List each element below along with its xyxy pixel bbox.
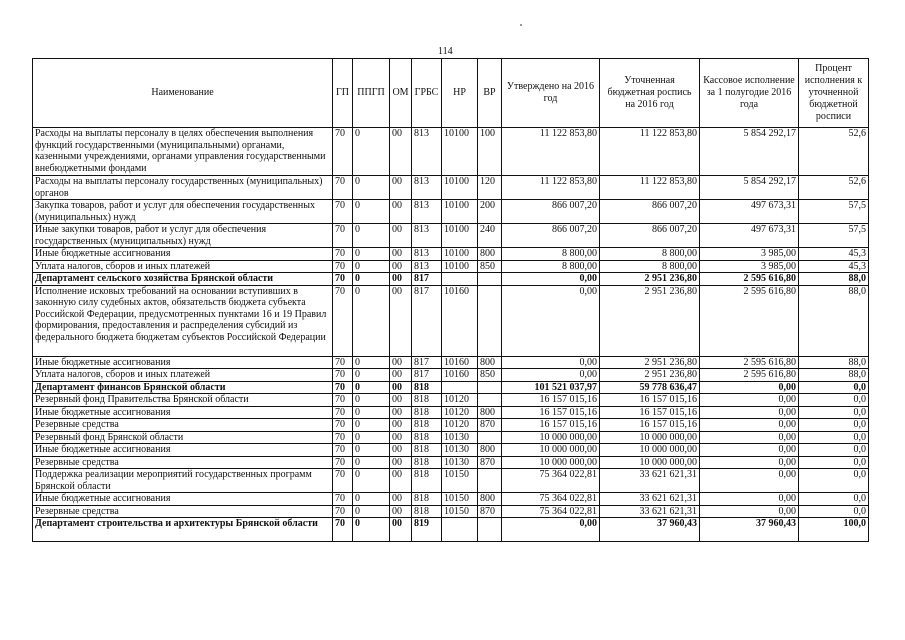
cell-cash: 0,00 bbox=[700, 469, 799, 493]
cell-approved: 8 800,00 bbox=[502, 248, 600, 261]
cell-pgp: 0 bbox=[353, 518, 390, 542]
cell-name: Уплата налогов, сборов и иных платежей bbox=[33, 260, 333, 273]
cell-gp: 70 bbox=[333, 200, 353, 224]
cell-om: 00 bbox=[390, 285, 412, 356]
cell-revised: 11 122 853,80 bbox=[600, 128, 700, 176]
cell-grbs: 818 bbox=[412, 444, 442, 457]
cell-percent: 0,0 bbox=[799, 505, 869, 518]
cell-pgp: 0 bbox=[353, 381, 390, 394]
cell-grbs: 818 bbox=[412, 469, 442, 493]
cell-approved: 75 364 022,81 bbox=[502, 493, 600, 506]
cell-nr: 10120 bbox=[442, 406, 478, 419]
cell-approved: 866 007,20 bbox=[502, 200, 600, 224]
cell-grbs: 813 bbox=[412, 176, 442, 200]
table-row bbox=[33, 406, 869, 419]
cell-approved: 0,00 bbox=[502, 356, 600, 369]
cell-om: 00 bbox=[390, 356, 412, 369]
cell-percent: 0,0 bbox=[799, 381, 869, 394]
cell-nr: 10130 bbox=[442, 431, 478, 444]
cell-gp: 70 bbox=[333, 431, 353, 444]
cell-om: 00 bbox=[390, 128, 412, 176]
cell-revised: 11 122 853,80 bbox=[600, 176, 700, 200]
table-row bbox=[33, 128, 869, 176]
header-om: ОМ bbox=[390, 59, 412, 128]
cell-grbs: 813 bbox=[412, 128, 442, 176]
cell-gp: 70 bbox=[333, 273, 353, 286]
cell-revised: 33 621 621,31 bbox=[600, 493, 700, 506]
cell-approved: 10 000 000,00 bbox=[502, 444, 600, 457]
cell-revised: 59 778 636,47 bbox=[600, 381, 700, 394]
cell-pgp: 0 bbox=[353, 431, 390, 444]
cell-revised: 10 000 000,00 bbox=[600, 456, 700, 469]
cell-pgp: 0 bbox=[353, 248, 390, 261]
cell-percent: 0,0 bbox=[799, 456, 869, 469]
cell-gp: 70 bbox=[333, 260, 353, 273]
cell-cash: 2 595 616,80 bbox=[700, 356, 799, 369]
cell-name: Резервные средства bbox=[33, 456, 333, 469]
cell-revised: 16 157 015,16 bbox=[600, 406, 700, 419]
cell-revised: 2 951 236,80 bbox=[600, 273, 700, 286]
cell-cash: 0,00 bbox=[700, 505, 799, 518]
cell-cash: 497 673,31 bbox=[700, 224, 799, 248]
table-row bbox=[33, 394, 869, 407]
cell-percent: 88,0 bbox=[799, 356, 869, 369]
table-row bbox=[33, 469, 869, 493]
cell-cash: 2 595 616,80 bbox=[700, 369, 799, 382]
cell-approved: 10 000 000,00 bbox=[502, 431, 600, 444]
cell-gp: 70 bbox=[333, 356, 353, 369]
cell-om: 00 bbox=[390, 419, 412, 432]
header-vr: ВР bbox=[478, 59, 502, 128]
cell-om: 00 bbox=[390, 518, 412, 542]
cell-pgp: 0 bbox=[353, 224, 390, 248]
cell-om: 00 bbox=[390, 176, 412, 200]
cell-vr: 800 bbox=[478, 248, 502, 261]
cell-om: 00 bbox=[390, 493, 412, 506]
cell-revised: 866 007,20 bbox=[600, 200, 700, 224]
cell-grbs: 817 bbox=[412, 285, 442, 356]
cell-nr bbox=[442, 381, 478, 394]
cell-name: Резервные средства bbox=[33, 505, 333, 518]
cell-nr: 10130 bbox=[442, 444, 478, 457]
cell-revised: 16 157 015,16 bbox=[600, 394, 700, 407]
cell-gp: 70 bbox=[333, 394, 353, 407]
cell-nr: 10160 bbox=[442, 369, 478, 382]
cell-cash: 0,00 bbox=[700, 406, 799, 419]
cell-pgp: 0 bbox=[353, 469, 390, 493]
cell-om: 00 bbox=[390, 394, 412, 407]
table-row bbox=[33, 369, 869, 382]
table-row bbox=[33, 356, 869, 369]
header-nr: НР bbox=[442, 59, 478, 128]
cell-vr: 100 bbox=[478, 128, 502, 176]
cell-nr: 10100 bbox=[442, 200, 478, 224]
cell-percent: 0,0 bbox=[799, 406, 869, 419]
cell-approved: 0,00 bbox=[502, 369, 600, 382]
cell-name: Иные бюджетные ассигнования bbox=[33, 356, 333, 369]
cell-grbs: 818 bbox=[412, 406, 442, 419]
cell-revised: 866 007,20 bbox=[600, 224, 700, 248]
cell-vr: 120 bbox=[478, 176, 502, 200]
cell-nr bbox=[442, 273, 478, 286]
table-row bbox=[33, 273, 869, 286]
cell-gp: 70 bbox=[333, 419, 353, 432]
cell-grbs: 813 bbox=[412, 224, 442, 248]
table-row bbox=[33, 260, 869, 273]
cell-revised: 33 621 621,31 bbox=[600, 469, 700, 493]
cell-percent: 45,3 bbox=[799, 248, 869, 261]
cell-percent: 52,6 bbox=[799, 128, 869, 176]
cell-vr bbox=[478, 381, 502, 394]
cell-grbs: 817 bbox=[412, 356, 442, 369]
cell-revised: 33 621 621,31 bbox=[600, 505, 700, 518]
cell-vr: 800 bbox=[478, 356, 502, 369]
cell-percent: 0,0 bbox=[799, 469, 869, 493]
header-pgp: ППГП bbox=[353, 59, 390, 128]
table-row bbox=[33, 248, 869, 261]
cell-nr: 10120 bbox=[442, 394, 478, 407]
cell-percent: 45,3 bbox=[799, 260, 869, 273]
cell-revised: 2 951 236,80 bbox=[600, 285, 700, 356]
header-approved: Утверждено на 2016 год bbox=[502, 59, 600, 128]
cell-pgp: 0 bbox=[353, 285, 390, 356]
cell-om: 00 bbox=[390, 200, 412, 224]
cell-name: Закупка товаров, работ и услуг для обеспечения государственных (муниципальных) нужд bbox=[33, 200, 333, 224]
cell-gp: 70 bbox=[333, 444, 353, 457]
cell-percent: 88,0 bbox=[799, 273, 869, 286]
cell-vr: 850 bbox=[478, 369, 502, 382]
cell-approved: 101 521 037,97 bbox=[502, 381, 600, 394]
cell-cash: 497 673,31 bbox=[700, 200, 799, 224]
cell-approved: 16 157 015,16 bbox=[502, 419, 600, 432]
cell-vr bbox=[478, 394, 502, 407]
cell-cash: 0,00 bbox=[700, 456, 799, 469]
cell-gp: 70 bbox=[333, 518, 353, 542]
cell-vr: 800 bbox=[478, 493, 502, 506]
cell-nr: 10130 bbox=[442, 456, 478, 469]
cell-pgp: 0 bbox=[353, 394, 390, 407]
cell-om: 00 bbox=[390, 273, 412, 286]
table-row bbox=[33, 456, 869, 469]
cell-om: 00 bbox=[390, 248, 412, 261]
cell-cash: 0,00 bbox=[700, 381, 799, 394]
cell-gp: 70 bbox=[333, 456, 353, 469]
cell-gp: 70 bbox=[333, 285, 353, 356]
cell-om: 00 bbox=[390, 456, 412, 469]
table-body bbox=[33, 128, 869, 542]
table-header-row bbox=[33, 59, 869, 128]
table-row bbox=[33, 381, 869, 394]
cell-om: 00 bbox=[390, 469, 412, 493]
header-cash: Кассовое исполнение за 1 полугодие 2016 года bbox=[700, 59, 799, 128]
cell-grbs: 817 bbox=[412, 273, 442, 286]
cell-gp: 70 bbox=[333, 469, 353, 493]
cell-name: Исполнение исковых требований на основании вступивших в законную силу судебных актов, обязательств бюджета субъекта Российской Федерации, предусмотренных пунктами 16 и 19 Правил формирования, предоставления и распределения субсидий из федерального бюджета бюджетам субъектов Российской Федерации bbox=[33, 285, 333, 356]
cell-grbs: 813 bbox=[412, 248, 442, 261]
cell-pgp: 0 bbox=[353, 406, 390, 419]
cell-pgp: 0 bbox=[353, 128, 390, 176]
cell-percent: 0,0 bbox=[799, 419, 869, 432]
cell-cash: 0,00 bbox=[700, 444, 799, 457]
cell-nr: 10160 bbox=[442, 285, 478, 356]
table-row bbox=[33, 176, 869, 200]
header-revised: Уточненная бюджетная роспись на 2016 год bbox=[600, 59, 700, 128]
cell-om: 00 bbox=[390, 431, 412, 444]
cell-nr: 10100 bbox=[442, 176, 478, 200]
cell-cash: 0,00 bbox=[700, 394, 799, 407]
cell-om: 00 bbox=[390, 444, 412, 457]
cell-grbs: 818 bbox=[412, 394, 442, 407]
cell-name: Расходы на выплаты персоналу в целях обеспечения выполнения функций государственными (муниципальными) органами, казенными учреждениями, органами управления государственными внебюджетными фондами bbox=[33, 128, 333, 176]
cell-name: Иные бюджетные ассигнования bbox=[33, 406, 333, 419]
cell-cash: 0,00 bbox=[700, 431, 799, 444]
cell-cash: 2 595 616,80 bbox=[700, 273, 799, 286]
header-name: Наименование bbox=[33, 59, 333, 128]
cell-name: Иные бюджетные ассигнования bbox=[33, 493, 333, 506]
cell-vr bbox=[478, 518, 502, 542]
cell-nr: 10150 bbox=[442, 493, 478, 506]
cell-pgp: 0 bbox=[353, 369, 390, 382]
cell-approved: 8 800,00 bbox=[502, 260, 600, 273]
cell-percent: 0,0 bbox=[799, 431, 869, 444]
cell-om: 00 bbox=[390, 260, 412, 273]
cell-om: 00 bbox=[390, 406, 412, 419]
cell-gp: 70 bbox=[333, 176, 353, 200]
cell-nr: 10150 bbox=[442, 469, 478, 493]
table-row bbox=[33, 285, 869, 356]
cell-revised: 37 960,43 bbox=[600, 518, 700, 542]
cell-approved: 16 157 015,16 bbox=[502, 406, 600, 419]
cell-pgp: 0 bbox=[353, 273, 390, 286]
cell-revised: 10 000 000,00 bbox=[600, 431, 700, 444]
table-row bbox=[33, 224, 869, 248]
cell-gp: 70 bbox=[333, 381, 353, 394]
cell-gp: 70 bbox=[333, 406, 353, 419]
cell-vr bbox=[478, 285, 502, 356]
cell-grbs: 818 bbox=[412, 419, 442, 432]
cell-vr: 800 bbox=[478, 444, 502, 457]
cell-vr: 200 bbox=[478, 200, 502, 224]
cell-pgp: 0 bbox=[353, 356, 390, 369]
cell-vr: 800 bbox=[478, 406, 502, 419]
cell-cash: 0,00 bbox=[700, 493, 799, 506]
cell-grbs: 818 bbox=[412, 456, 442, 469]
cell-vr: 870 bbox=[478, 456, 502, 469]
cell-name: Департамент строительства и архитектуры Брянской области bbox=[33, 518, 333, 542]
cell-approved: 0,00 bbox=[502, 273, 600, 286]
cell-vr: 240 bbox=[478, 224, 502, 248]
cell-gp: 70 bbox=[333, 505, 353, 518]
cell-approved: 16 157 015,16 bbox=[502, 394, 600, 407]
cell-om: 00 bbox=[390, 224, 412, 248]
header-grbs: ГРБС bbox=[412, 59, 442, 128]
cell-percent: 0,0 bbox=[799, 394, 869, 407]
cell-approved: 866 007,20 bbox=[502, 224, 600, 248]
cell-cash: 0,00 bbox=[700, 419, 799, 432]
cell-cash: 2 595 616,80 bbox=[700, 285, 799, 356]
cell-cash: 3 985,00 bbox=[700, 260, 799, 273]
cell-name: Иные бюджетные ассигнования bbox=[33, 248, 333, 261]
cell-name: Уплата налогов, сборов и иных платежей bbox=[33, 369, 333, 382]
table-row bbox=[33, 518, 869, 542]
cell-pgp: 0 bbox=[353, 260, 390, 273]
cell-name: Департамент финансов Брянской области bbox=[33, 381, 333, 394]
cell-pgp: 0 bbox=[353, 176, 390, 200]
table-row bbox=[33, 505, 869, 518]
cell-pgp: 0 bbox=[353, 444, 390, 457]
cell-nr: 10150 bbox=[442, 505, 478, 518]
cell-percent: 0,0 bbox=[799, 493, 869, 506]
cell-cash: 5 854 292,17 bbox=[700, 128, 799, 176]
cell-revised: 10 000 000,00 bbox=[600, 444, 700, 457]
table-row bbox=[33, 419, 869, 432]
cell-gp: 70 bbox=[333, 493, 353, 506]
cell-name: Департамент сельского хозяйства Брянской области bbox=[33, 273, 333, 286]
cell-grbs: 818 bbox=[412, 381, 442, 394]
cell-gp: 70 bbox=[333, 248, 353, 261]
cell-revised: 16 157 015,16 bbox=[600, 419, 700, 432]
cell-approved: 75 364 022,81 bbox=[502, 505, 600, 518]
cell-percent: 57,5 bbox=[799, 224, 869, 248]
cell-om: 00 bbox=[390, 369, 412, 382]
cell-cash: 3 985,00 bbox=[700, 248, 799, 261]
cell-name: Резервные средства bbox=[33, 419, 333, 432]
cell-nr: 10160 bbox=[442, 356, 478, 369]
cell-cash: 37 960,43 bbox=[700, 518, 799, 542]
table-row bbox=[33, 431, 869, 444]
cell-pgp: 0 bbox=[353, 200, 390, 224]
cell-pgp: 0 bbox=[353, 493, 390, 506]
cell-vr bbox=[478, 469, 502, 493]
cell-pgp: 0 bbox=[353, 505, 390, 518]
cell-nr: 10120 bbox=[442, 419, 478, 432]
cell-grbs: 818 bbox=[412, 431, 442, 444]
header-gp: ГП bbox=[333, 59, 353, 128]
cell-vr bbox=[478, 431, 502, 444]
cell-approved: 11 122 853,80 bbox=[502, 128, 600, 176]
cell-grbs: 818 bbox=[412, 505, 442, 518]
cell-name: Расходы на выплаты персоналу государственных (муниципальных) органов bbox=[33, 176, 333, 200]
cell-grbs: 813 bbox=[412, 200, 442, 224]
cell-revised: 2 951 236,80 bbox=[600, 356, 700, 369]
cell-name: Резервный фонд Брянской области bbox=[33, 431, 333, 444]
scan-speck bbox=[520, 24, 522, 26]
cell-percent: 57,5 bbox=[799, 200, 869, 224]
cell-grbs: 813 bbox=[412, 260, 442, 273]
cell-nr: 10100 bbox=[442, 224, 478, 248]
cell-approved: 0,00 bbox=[502, 518, 600, 542]
cell-gp: 70 bbox=[333, 369, 353, 382]
cell-percent: 100,0 bbox=[799, 518, 869, 542]
cell-percent: 0,0 bbox=[799, 444, 869, 457]
cell-revised: 8 800,00 bbox=[600, 248, 700, 261]
table-row bbox=[33, 444, 869, 457]
cell-om: 00 bbox=[390, 381, 412, 394]
cell-name: Иные закупки товаров, работ и услуг для обеспечения государственных (муниципальных) нужд bbox=[33, 224, 333, 248]
cell-grbs: 817 bbox=[412, 369, 442, 382]
cell-gp: 70 bbox=[333, 128, 353, 176]
cell-vr: 870 bbox=[478, 419, 502, 432]
cell-vr bbox=[478, 273, 502, 286]
cell-cash: 5 854 292,17 bbox=[700, 176, 799, 200]
cell-vr: 870 bbox=[478, 505, 502, 518]
cell-approved: 11 122 853,80 bbox=[502, 176, 600, 200]
cell-pgp: 0 bbox=[353, 456, 390, 469]
cell-approved: 10 000 000,00 bbox=[502, 456, 600, 469]
cell-percent: 88,0 bbox=[799, 369, 869, 382]
cell-pgp: 0 bbox=[353, 419, 390, 432]
table-row bbox=[33, 493, 869, 506]
cell-nr bbox=[442, 518, 478, 542]
cell-approved: 75 364 022,81 bbox=[502, 469, 600, 493]
page-number: 114 bbox=[438, 46, 453, 57]
budget-execution-table bbox=[32, 58, 869, 542]
cell-percent: 52,6 bbox=[799, 176, 869, 200]
cell-approved: 0,00 bbox=[502, 285, 600, 356]
cell-nr: 10100 bbox=[442, 260, 478, 273]
cell-name: Резервный фонд Правительства Брянской области bbox=[33, 394, 333, 407]
cell-name: Иные бюджетные ассигнования bbox=[33, 444, 333, 457]
cell-grbs: 818 bbox=[412, 493, 442, 506]
header-percent: Процент исполнения к уточненной бюджетной росписи bbox=[799, 59, 869, 128]
cell-nr: 10100 bbox=[442, 248, 478, 261]
cell-percent: 88,0 bbox=[799, 285, 869, 356]
cell-gp: 70 bbox=[333, 224, 353, 248]
cell-om: 00 bbox=[390, 505, 412, 518]
cell-revised: 2 951 236,80 bbox=[600, 369, 700, 382]
cell-revised: 8 800,00 bbox=[600, 260, 700, 273]
cell-nr: 10100 bbox=[442, 128, 478, 176]
table-row bbox=[33, 200, 869, 224]
cell-name: Поддержка реализации мероприятий государственных программ Брянской области bbox=[33, 469, 333, 493]
cell-grbs: 819 bbox=[412, 518, 442, 542]
cell-vr: 850 bbox=[478, 260, 502, 273]
